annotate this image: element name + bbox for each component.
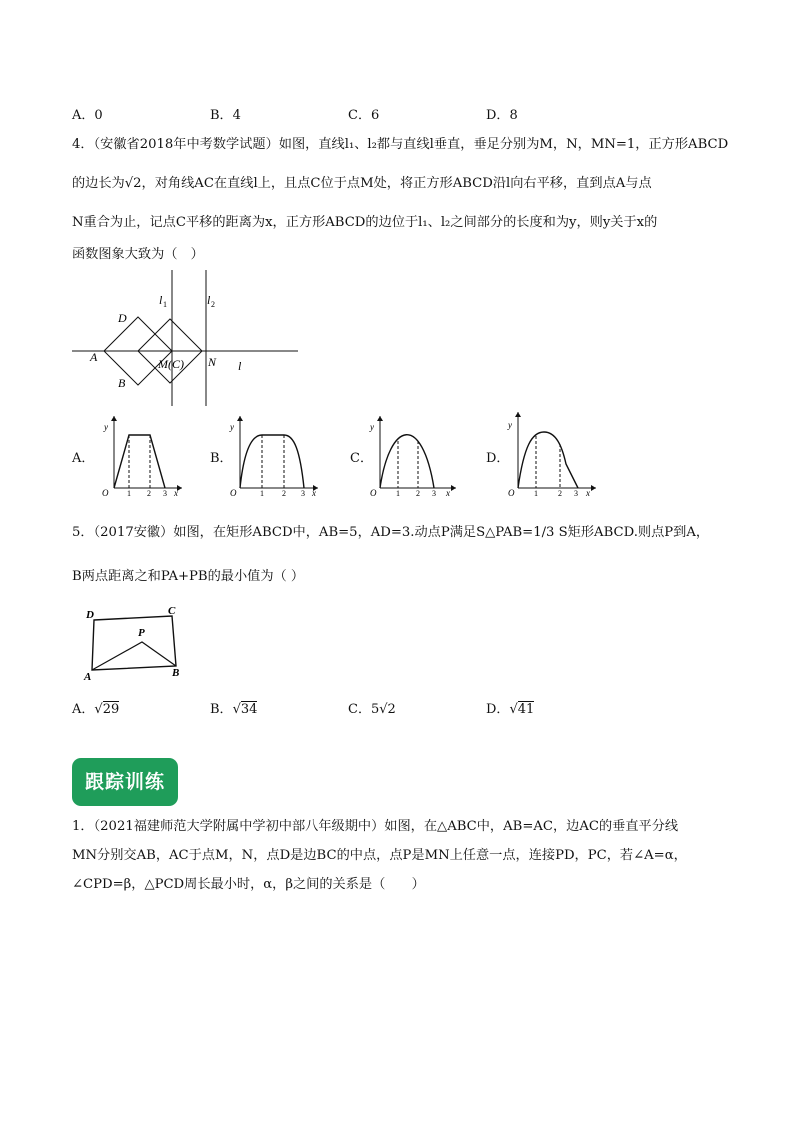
follow1-line-2: MN分别交AB，AC于点M，N，点D是边BC的中点，点P是MN上任意一点，连接PD，PC，若∠A=α， — [72, 848, 687, 863]
svg-text:2: 2 — [558, 489, 562, 498]
svg-text:1: 1 — [396, 489, 400, 498]
graph-a-curve — [114, 435, 165, 488]
svg-text:O: O — [508, 488, 515, 498]
q3-option-d[interactable]: D．8 — [486, 108, 518, 123]
q3-option-c[interactable]: C．6 — [348, 108, 380, 123]
label-N: N — [208, 355, 217, 369]
label-l1-sub: 1 — [163, 300, 167, 309]
q5-option-b[interactable]: B．√34 — [210, 702, 258, 717]
svg-text:1: 1 — [127, 489, 131, 498]
q3-option-a[interactable]: A．0 — [72, 108, 103, 123]
svg-text:O: O — [230, 488, 237, 498]
label-D: D — [118, 311, 127, 325]
path-apb — [92, 642, 176, 670]
q4-option-a-label[interactable]: A． — [72, 451, 95, 466]
svg-text:1: 1 — [534, 489, 538, 498]
svg-text:1: 1 — [260, 489, 264, 498]
label-B: B — [118, 376, 126, 390]
q4-line-3: N重合为止，记点C平移的距离为x，正方形ABCD的边位于l₁、l₂之间部分的长度和为y，则y关于x的 — [72, 215, 658, 230]
svg-text:2: 2 — [147, 489, 151, 498]
q5-option-c[interactable]: C．5√2 — [348, 702, 396, 717]
svg-text:2: 2 — [416, 489, 420, 498]
label-l: l — [238, 359, 242, 373]
svg-text:D: D — [86, 609, 94, 621]
q5-figure — [80, 602, 190, 682]
svg-text:C: C — [168, 605, 176, 617]
q4-graph-b[interactable] — [226, 410, 322, 498]
label-A: A — [90, 350, 98, 364]
svg-text:3: 3 — [301, 489, 305, 498]
svg-text:x: x — [312, 488, 316, 498]
svg-text:3: 3 — [163, 489, 167, 498]
q4-line-2: 的边长为√2，对角线AC在直线l上，且点C位于点M处，将正方形ABCD沿l向右平移，直到点A与点 — [72, 176, 652, 191]
graph-c-curve — [380, 435, 434, 488]
svg-text:x: x — [446, 488, 450, 498]
svg-text:x: x — [174, 488, 178, 498]
q5-option-d[interactable]: D．√41 — [486, 702, 535, 717]
svg-text:y: y — [230, 422, 234, 432]
svg-text:B: B — [172, 667, 180, 679]
svg-text:2: 2 — [282, 489, 286, 498]
label-MC: M(C) — [158, 357, 184, 371]
graph-b-curve — [240, 435, 304, 488]
label-l2: l — [207, 293, 211, 307]
svg-text:P: P — [138, 627, 145, 639]
svg-text:x: x — [586, 488, 590, 498]
q4-option-c-label[interactable]: C． — [350, 451, 373, 466]
svg-text:A: A — [84, 671, 92, 682]
follow1-line-3: ∠CPD=β，△PCD周长最小时，α，β之间的关系是（ ） — [72, 877, 425, 892]
svg-text:3: 3 — [574, 489, 578, 498]
svg-text:O: O — [102, 488, 109, 498]
svg-text:y: y — [104, 422, 108, 432]
q4-graph-c[interactable] — [368, 410, 460, 498]
svg-text:y: y — [508, 420, 512, 430]
q4-option-d-label[interactable]: D． — [486, 451, 510, 466]
q4-graph-d[interactable] — [506, 406, 600, 498]
label-l2-sub: 2 — [211, 300, 215, 309]
q5-option-a[interactable]: A．√29 — [72, 702, 120, 717]
q4-line-1: 4．（安徽省2018年中考数学试题）如图，直线l₁、l₂都与直线l垂直，垂足分别为M，N，MN=1，正方形ABCD — [72, 137, 729, 152]
svg-text:y: y — [370, 422, 374, 432]
q5-line-1: 5．（2017安徽）如图，在矩形ABCD中，AB=5，AD=3.动点P满足S△PAB=1/3 S矩形ABCD.则点P到A， — [72, 525, 710, 540]
q4-option-b-label[interactable]: B． — [210, 451, 233, 466]
q5-line-2: B两点距离之和PA+PB的最小值为（ ） — [72, 569, 305, 584]
rectangle-abcd — [92, 616, 176, 670]
svg-text:O: O — [370, 488, 377, 498]
label-l1: l — [159, 293, 163, 307]
q4-graph-a[interactable] — [96, 410, 186, 498]
section-badge-follow-up-training: 跟踪训练 — [72, 758, 178, 806]
q3-option-b[interactable]: B．4 — [210, 108, 241, 123]
graph-d-curve — [518, 432, 578, 488]
follow1-line-1: 1．（2021福建师范大学附属中学初中部八年级期中）如图，在△ABC中，AB=AC，边AC的垂直平分线 — [72, 819, 679, 834]
q4-figure — [66, 266, 306, 408]
q4-line-4: 函数图象大致为（ ） — [72, 247, 204, 262]
svg-text:3: 3 — [432, 489, 436, 498]
